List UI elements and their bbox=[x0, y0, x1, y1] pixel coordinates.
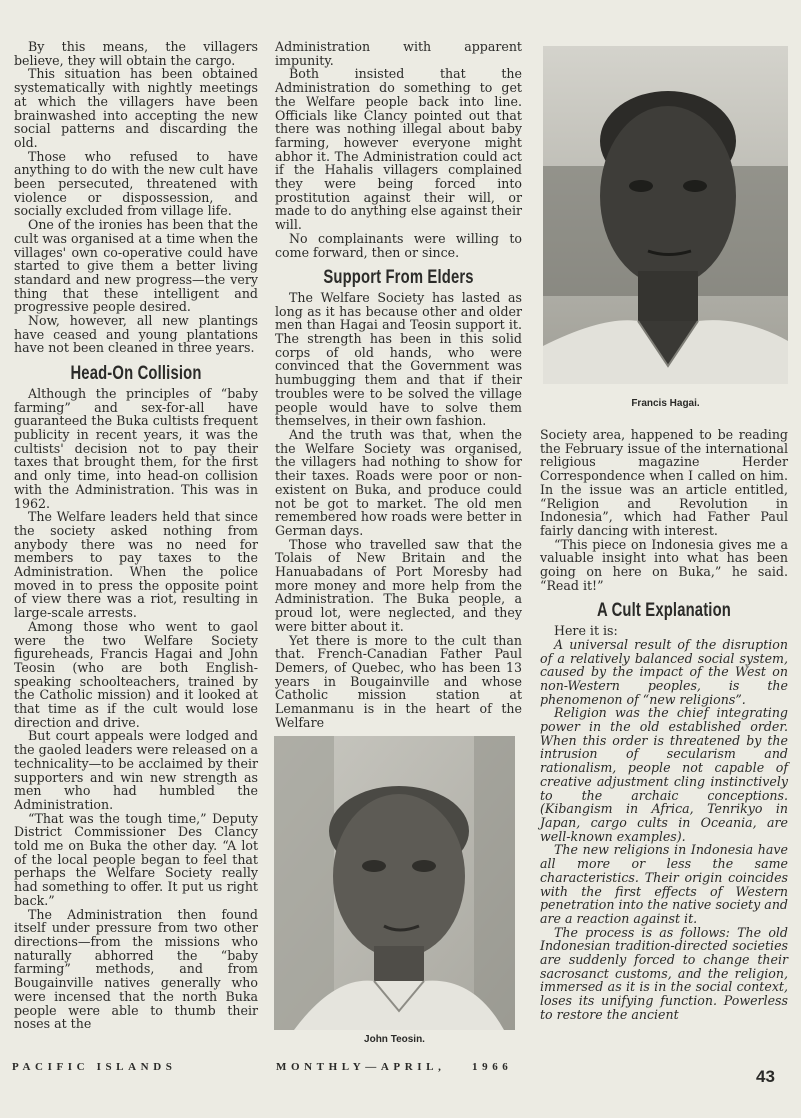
paragraph: Both insisted that the Administration do something to get the Welfare people back into line. Officials like Clancy pointed out that there was nothing illegal about baby farming, however everyone might abhor it. The Administration could act if the Hahalis villagers complained they were being forced into prostitution against their will, or made to do anything else against their will. bbox=[275, 66, 522, 233]
paragraph-continued: Administration with apparent impunity. bbox=[275, 39, 522, 68]
paragraph: The Welfare Society has lasted as long as it has because other and older men than Hagai and Teosin support it. The strength has been in this solid corps of old hands, who were convinced that the Government was humbugging them and that if their troubles were to be solved the village people would have to solve them themselves, in their own fashion. bbox=[275, 289, 522, 429]
column-2-paragraphs-a bbox=[275, 67, 522, 259]
paragraph: But court appeals were lodged and the gaoled leaders were released on a technicality—to be acclaimed by their supporters and win new strength as men who had humbled the Administration. bbox=[14, 728, 258, 812]
photo-john-teosin bbox=[274, 736, 515, 1030]
paragraph: The process is as follows: The old Indonesian tradition-directed societies are suddenly forced to change their sacrosanct customs, and the religion, immersed as it is in the social context, loses its unifying function. Powerless to restore the ancient bbox=[540, 924, 788, 1022]
column-2-paragraphs-b bbox=[275, 291, 522, 730]
section-heading-support-from-elders: Support From Elders bbox=[323, 267, 474, 289]
section-heading-head-on-collision: Head-On Collision bbox=[70, 363, 202, 385]
paragraph: The Welfare leaders held that since the society asked nothing from anybody there was no need for members to pay taxes to the Administration. When the police moved in to press the opposite point of view there was a riot, resulting in large-scale arrests. bbox=[14, 509, 258, 621]
quote-intro: Here it is: bbox=[554, 623, 618, 639]
paragraph: By this means, the villagers believe, they will obtain the cargo. bbox=[14, 39, 258, 68]
column-1-paragraphs-b bbox=[14, 387, 258, 1031]
paragraph: “That was the tough time,” Deputy District Commissioner Des Clancy told me on Buka the other day. “A lot of the local people began to feel that perhaps the Welfare Society really had something to offer. It put us right back.” bbox=[14, 810, 258, 908]
section-heading-a-cult-explanation: A Cult Explanation bbox=[596, 600, 731, 622]
page-number: 43 bbox=[756, 1067, 775, 1086]
paragraph: One of the ironies has been that the cult was organised at a time when the villages' own co-operative could have started to give them a better living standard and new progress—the very thing that these intelligent and progressive people desired. bbox=[14, 217, 258, 315]
paragraph: Yet there is more to the cult than that. French-Canadian Father Paul Demers, of Quebec, who has been 13 years in Bougainville and whose Catholic mission station at Lemanmanu is in the heart of the Welfare bbox=[275, 632, 522, 730]
paragraph-continued: Society area, happened to be reading the February issue of the international religious magazine Herder Correspondence when I called on him. In the issue was an article entitled, “Religion and Revolution in Indonesia”, which had Father Paul fairly dancing with interest. bbox=[540, 427, 788, 538]
paragraph: “This piece on Indonesia gives me a valuable insight into what has been going on here on Buka,” he said. “Read it!” bbox=[540, 536, 788, 593]
column-3-quoted-paragraphs bbox=[540, 638, 788, 1022]
paragraph: The new religions in Indonesia have all more or less the same characteristics. Their origin coincides with the first effects of Western penetration into the native society and are a reaction against it. bbox=[540, 842, 788, 926]
paragraph: Those who travelled saw that the Tolais of New Britain and the Hanuabadans of Port Moresby had more money and more help from the Administration. The Buka people, a proud lot, were neglected, and they were bitter about it. bbox=[275, 536, 522, 634]
paragraph: The Administration then found itself under pressure from two other directions—from the missions who naturally abhorred the “baby farming” methods, and from Bougainville natives generally who were incensed that the north Buka people were able to thumb their noses at the bbox=[14, 906, 258, 1032]
paragraph: No complainants were willing to come forward, then or since. bbox=[275, 230, 522, 260]
footer-year: 1966 bbox=[472, 1061, 513, 1073]
photo-francis-hagai bbox=[543, 46, 788, 384]
column-1-paragraphs-a bbox=[14, 40, 258, 355]
paragraph: A universal result of the disruption of a relatively balanced social system, caused by the impact of the West on non-Western peoples, is the phenomenon of “new religions”. bbox=[540, 636, 788, 707]
photo-caption-francis-hagai: Francis Hagai. bbox=[631, 398, 700, 409]
paragraph: And the truth was that, when the the Welfare Society was organised, the villagers had nothing to show for their taxes. Roads were poor or non-existent on Buka, and produce could not be got to market. The old men remembered how roads were better in German days. bbox=[275, 426, 522, 538]
paragraph: Now, however, all new plantings have ceased and young plantations have not been cleaned in three years. bbox=[14, 313, 258, 356]
footer-issue: MONTHLY—APRIL, bbox=[276, 1061, 446, 1073]
paragraph: Religion was the chief integrating power in the old established order. When this order is threatened by the intrusion of secularism and rationalism, people not capable of creative adjustment cling instinctively to the archaic conceptions. (Kibangism in Africa, Tenrikyo in Japan, cargo cults in Oceania, are well-known examples). bbox=[540, 705, 788, 844]
portrait-image bbox=[543, 46, 788, 384]
paragraph: Among those who went to gaol were the two Welfare Society figureheads, Francis Hagai and John Teosin (who are both English-speaking schoolteachers, trained by the Catholic mission) and it looked at that time as if the cult would lose direction and drive. bbox=[14, 618, 258, 730]
portrait-image bbox=[274, 736, 515, 1030]
footer-publication: PACIFIC ISLANDS bbox=[12, 1061, 177, 1073]
photo-caption-john-teosin: John Teosin. bbox=[364, 1034, 425, 1045]
article-column-3 bbox=[540, 428, 788, 1022]
article-column-1 bbox=[14, 40, 258, 1031]
article-column-2 bbox=[275, 40, 522, 729]
paragraph: Those who refused to have anything to do with the new cult have been persecuted, threatened with violence or dispossession, and socially excluded from village life. bbox=[14, 148, 258, 219]
paragraph: This situation has been obtained systematically with nightly meetings at which the villagers have been brainwashed into accepting the new social patterns and discarding the old. bbox=[14, 66, 258, 150]
column-3-paragraphs-a bbox=[540, 538, 788, 593]
paragraph: Although the principles of “baby farming” and sex-for-all have guaranteed the Buka cultists frequent publicity in recent years, it was the cultists' decision not to pay their taxes that brought them, for the first and only time, into head-on collision with the Administration. This was in 1962. bbox=[14, 385, 258, 511]
